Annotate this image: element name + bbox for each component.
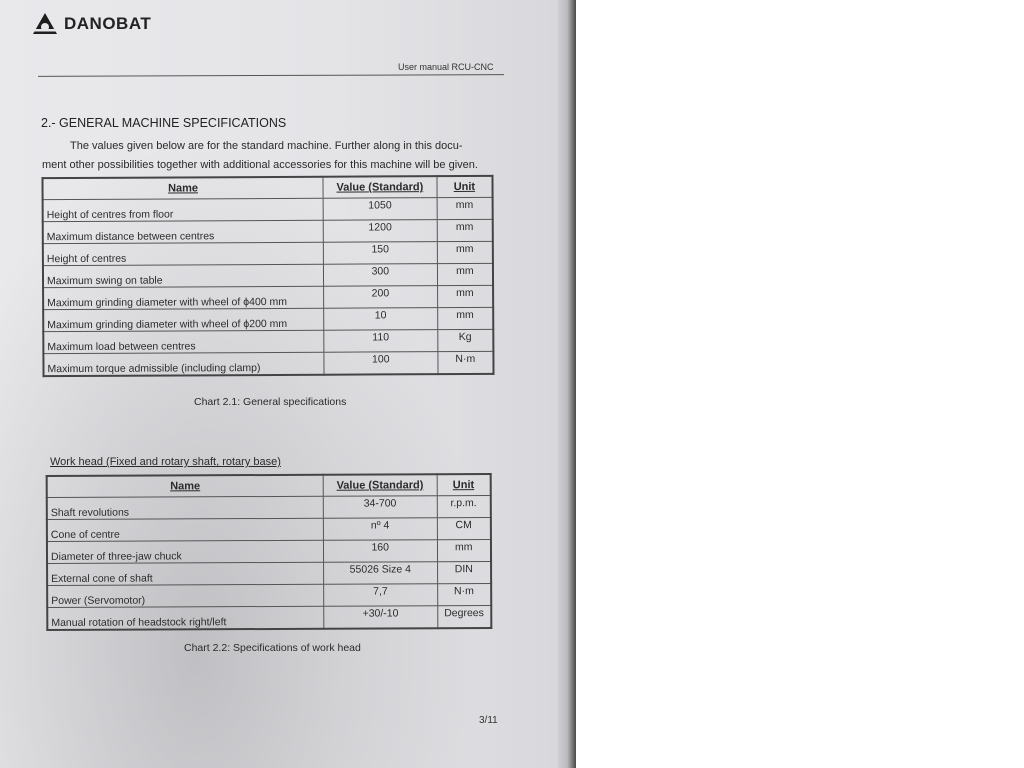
general-specs-table: [41, 175, 494, 377]
column-header-value: Value (Standard): [323, 474, 437, 496]
cell-unit: N·m: [437, 584, 491, 606]
cell-value: 7,7: [324, 584, 438, 606]
cell-unit: r.p.m.: [437, 496, 491, 518]
table-row: [43, 197, 493, 221]
column-header-name: Name: [47, 475, 324, 498]
cell-unit: mm: [437, 285, 493, 307]
intro-line-2: ment other possibilities together with additional accessories for this machine will be given.: [42, 159, 478, 171]
column-header-value: Value (Standard): [323, 176, 437, 198]
intro-paragraph: [42, 137, 504, 175]
cell-unit: mm: [437, 197, 493, 219]
cell-name: External cone of shaft: [47, 562, 324, 585]
cell-value: 110: [324, 330, 438, 353]
column-header-unit: Unit: [437, 176, 493, 198]
cell-unit: DIN: [437, 562, 491, 584]
cell-name: Maximum grinding diameter with wheel of ϕ200 mm: [43, 308, 324, 331]
cell-value: 1200: [323, 220, 437, 243]
table-row: [43, 307, 493, 331]
cell-value: +30/-10: [324, 606, 438, 629]
table-row: [43, 351, 493, 376]
chart-2-2-caption: Chart 2.2: Specifications of work head: [184, 642, 361, 654]
table-row: [43, 285, 493, 309]
table-row: [47, 562, 491, 586]
cell-unit: Kg: [437, 329, 493, 351]
table-row: [47, 518, 491, 542]
cell-value: 34-700: [323, 496, 437, 518]
cell-name: Maximum torque admissible (including clamp): [43, 352, 324, 376]
cell-name: Diameter of three-jaw chuck: [47, 540, 324, 563]
manual-title: User manual RCU-CNC: [398, 62, 494, 72]
table-header-row: [47, 474, 491, 497]
cell-name: Cone of centre: [47, 518, 324, 541]
header-rule: [38, 74, 504, 77]
cell-value: 160: [323, 540, 437, 562]
work-head-subtitle: Work head (Fixed and rotary shaft, rotary base): [50, 456, 281, 468]
brand-name: DANOBAT: [64, 14, 152, 33]
cell-unit: mm: [437, 263, 493, 285]
cell-name: Maximum load between centres: [43, 330, 324, 353]
cell-name: Power (Servomotor): [47, 584, 324, 607]
column-header-unit: Unit: [437, 474, 491, 496]
cell-name: Height of centres from floor: [43, 198, 324, 221]
table-row: [47, 606, 491, 630]
cell-value: 300: [323, 264, 437, 287]
cell-value: 150: [323, 242, 437, 265]
danobat-logo-icon: [32, 12, 58, 36]
cell-name: Manual rotation of headstock right/left: [47, 606, 324, 630]
table-header-row: [42, 176, 492, 200]
cell-name: Maximum distance between centres: [43, 220, 324, 243]
paper-edge: [558, 0, 576, 768]
table-row: [43, 241, 493, 265]
table-row: [47, 496, 491, 520]
cell-unit: mm: [437, 241, 493, 263]
cell-value: 10: [324, 308, 438, 331]
intro-line-1: The values given below are for the standard machine. Further along in this docu-: [70, 140, 463, 152]
cell-name: Maximum grinding diameter with wheel of ϕ400 mm: [43, 286, 324, 309]
cell-unit: Degrees: [437, 606, 491, 629]
cell-value: 100: [324, 352, 438, 375]
table-row: [47, 540, 491, 564]
cell-unit: N·m: [438, 351, 494, 374]
table-row: [43, 263, 493, 287]
cell-name: Shaft revolutions: [47, 496, 324, 519]
brand-logo: [32, 12, 151, 36]
cell-value: 200: [324, 286, 438, 309]
column-header-name: Name: [42, 177, 323, 200]
cell-value: 1050: [323, 198, 437, 221]
cell-unit: mm: [437, 540, 491, 562]
section-title: 2.- GENERAL MACHINE SPECIFICATIONS: [41, 116, 287, 130]
cell-value: 55026 Size 4: [323, 562, 437, 584]
page-number: 3/11: [479, 715, 498, 726]
cell-value: nº 4: [323, 518, 437, 540]
cell-unit: mm: [437, 219, 493, 241]
cell-unit: mm: [437, 307, 493, 329]
table-row: [47, 584, 491, 608]
work-head-table: [46, 473, 493, 631]
chart-2-1-caption: Chart 2.1: General specifications: [194, 396, 347, 408]
cell-name: Height of centres: [43, 242, 324, 265]
table-row: [43, 219, 493, 243]
cell-name: Maximum swing on table: [43, 264, 324, 287]
table-row: [43, 329, 493, 353]
cell-unit: CM: [437, 518, 491, 540]
